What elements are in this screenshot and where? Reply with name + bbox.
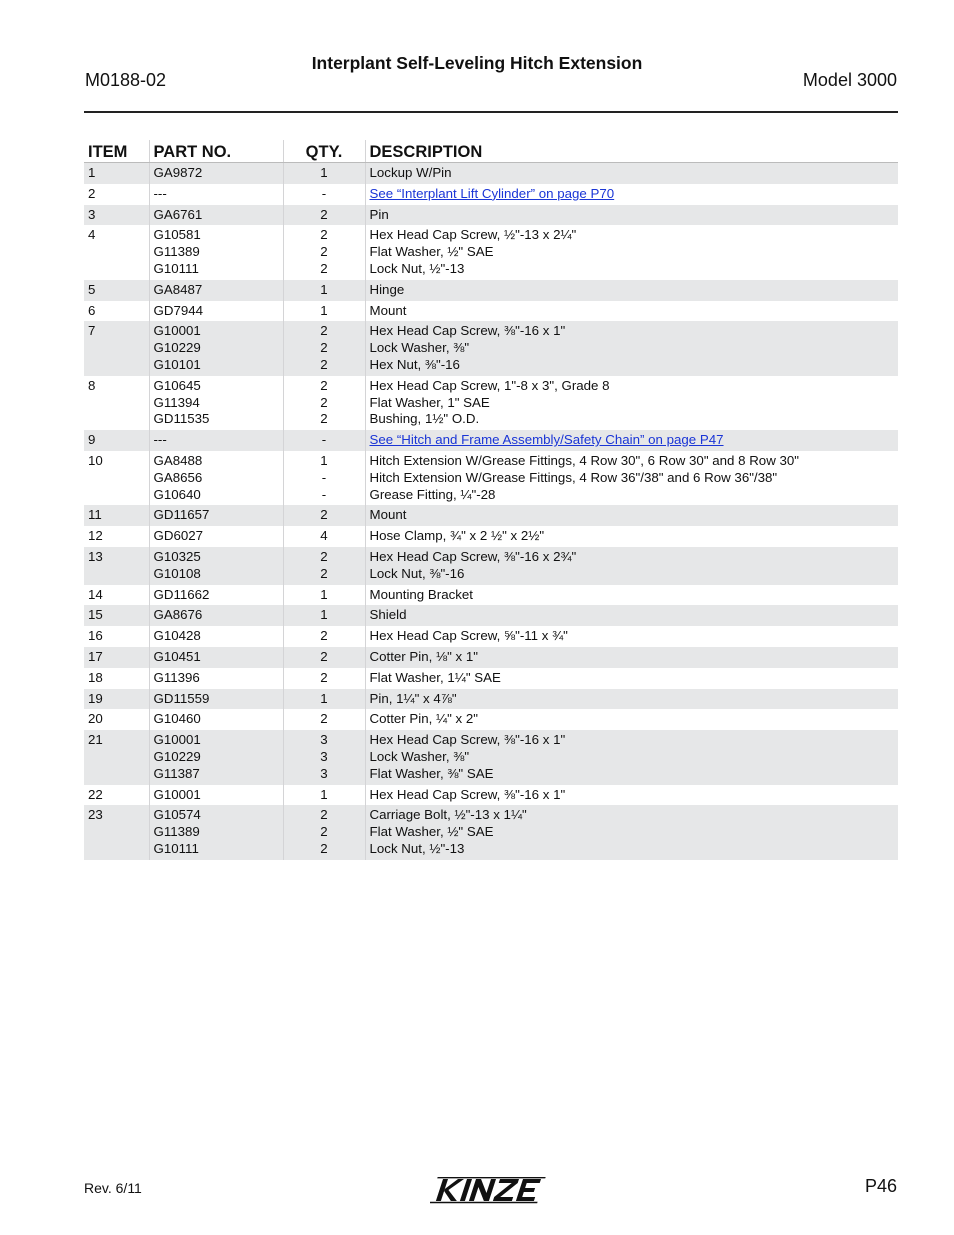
part-number: G11389: [153, 244, 200, 260]
description-cell: [365, 280, 898, 301]
table-row: [84, 184, 898, 205]
description-text: Lock Nut, ½"-13: [369, 840, 465, 856]
description-text: Hex Head Cap Screw, 1"-8 x 3", Grade 8: [369, 377, 610, 393]
table-row: [84, 163, 898, 184]
table-row: [84, 505, 898, 526]
column-header-description: DESCRIPTION: [365, 140, 898, 163]
table-row: [84, 430, 898, 451]
quantity: 2: [320, 356, 328, 372]
description-text: Hex Head Cap Screw, ⅜"-16 x 1": [369, 323, 566, 339]
item-number-cell: [84, 301, 149, 322]
description-text: Hex Head Cap Screw, ½"-13 x 2¼": [369, 227, 577, 243]
quantity: 1: [320, 586, 328, 602]
item-number-cell: [84, 668, 149, 689]
item-number-cell: [84, 547, 149, 585]
item-number: 17: [88, 648, 103, 664]
description-text: Shield: [369, 607, 407, 623]
part-number: GA8656: [153, 469, 203, 485]
description-cell: [365, 647, 898, 668]
quantity-cell: [283, 505, 365, 526]
description-text: Flat Washer, 1¼" SAE: [369, 669, 501, 685]
quantity: 2: [320, 648, 328, 664]
item-number: 10: [88, 452, 103, 468]
part-number-cell: [149, 730, 283, 784]
description-text: Hex Nut, ⅜"-16: [369, 356, 460, 372]
quantity-cell: [283, 451, 365, 505]
table-row: [84, 709, 898, 730]
part-number: GD7944: [153, 302, 204, 318]
description-cell: [365, 689, 898, 710]
quantity-cell: [283, 647, 365, 668]
part-number: G10101: [153, 356, 201, 372]
quantity: 4: [320, 528, 328, 544]
item-number-cell: [84, 280, 149, 301]
table-row: [84, 451, 898, 505]
quantity-cell: [283, 163, 365, 184]
quantity: 2: [320, 565, 328, 581]
page-number: P46: [864, 1176, 897, 1196]
description-text: Hex Head Cap Screw, ⅜"-16 x 1": [369, 786, 566, 802]
part-number-cell: [149, 585, 283, 606]
description-text: Bushing, 1½" O.D.: [369, 411, 480, 427]
description-text: Hinge: [369, 281, 405, 297]
item-number: 21: [88, 732, 103, 748]
kinze-logo: [430, 1176, 550, 1204]
part-number-cell: [149, 163, 283, 184]
part-number: G11389: [153, 824, 200, 840]
description-cell: [365, 785, 898, 806]
quantity-cell: [283, 689, 365, 710]
description-text: Hex Head Cap Screw, ⅝"-11 x ¾": [369, 628, 568, 644]
part-number: GA8487: [153, 281, 203, 297]
description-text: Lock Washer, ⅜": [369, 340, 470, 356]
quantity-cell: [283, 301, 365, 322]
quantity: 2: [320, 628, 328, 644]
description-cell: [365, 626, 898, 647]
quantity: 2: [320, 340, 328, 356]
description-cell: [365, 376, 898, 430]
page-title: Interplant Self-Leveling Hitch Extension: [311, 53, 643, 73]
item-number-cell: [84, 451, 149, 505]
part-number: G10645: [153, 377, 201, 393]
description-text: Flat Washer, ⅜" SAE: [369, 765, 494, 781]
quantity: 1: [320, 165, 328, 180]
table-row: [84, 321, 898, 375]
description-text: Flat Washer, ½" SAE: [369, 244, 494, 260]
part-number-cell: [149, 709, 283, 730]
description-text: Pin: [369, 206, 389, 222]
description-text: Flat Washer, ½" SAE: [369, 824, 494, 840]
quantity-cell: [283, 430, 365, 451]
item-number-cell: [84, 163, 149, 184]
item-number-cell: [84, 505, 149, 526]
quantity: -: [321, 469, 327, 485]
description-cell: [365, 668, 898, 689]
part-number: GD11657: [153, 507, 210, 523]
item-number: 19: [88, 690, 103, 706]
item-number-cell: [84, 689, 149, 710]
part-number: G10001: [153, 732, 201, 748]
quantity: 2: [320, 807, 328, 823]
table-row: [84, 689, 898, 710]
quantity: 2: [320, 394, 328, 410]
quantity: 1: [320, 786, 328, 802]
description-cell: [365, 505, 898, 526]
description-cell: [365, 205, 898, 226]
quantity-cell: [283, 526, 365, 547]
revision-label: Rev. 6/11: [84, 1180, 142, 1196]
item-number: 6: [88, 302, 96, 318]
part-number-cell: [149, 301, 283, 322]
item-number: 16: [88, 628, 103, 644]
description-cell: [365, 526, 898, 547]
part-number: ---: [153, 185, 167, 201]
part-number: G11394: [153, 394, 200, 410]
quantity: -: [321, 185, 327, 201]
part-number-cell: [149, 785, 283, 806]
description-cell: [365, 585, 898, 606]
part-number: GD6027: [153, 528, 204, 544]
cross-reference-link[interactable]: See “Hitch and Frame Assembly/Safety Chain” on page P47: [369, 432, 724, 448]
part-number: ---: [153, 432, 167, 448]
description-cell: [365, 805, 898, 859]
quantity-cell: [283, 605, 365, 626]
table-row: [84, 585, 898, 606]
table-row: [84, 647, 898, 668]
part-number-cell: [149, 184, 283, 205]
quantity: 2: [320, 548, 328, 564]
quantity: 2: [320, 411, 328, 427]
cross-reference-link[interactable]: See “Interplant Lift Cylinder” on page P70: [369, 185, 615, 201]
description-cell: [365, 730, 898, 784]
part-number-cell: [149, 805, 283, 859]
item-number: 9: [88, 432, 96, 448]
part-number: G10640: [153, 486, 201, 502]
quantity: 2: [320, 669, 328, 685]
description-cell: [365, 184, 898, 205]
quantity-cell: [283, 205, 365, 226]
part-number: G10001: [153, 323, 201, 339]
description-text: Carriage Bolt, ½"-13 x 1¼": [369, 807, 527, 823]
table-row: [84, 225, 898, 279]
part-number-cell: [149, 689, 283, 710]
part-number-cell: [149, 451, 283, 505]
part-number-cell: [149, 280, 283, 301]
part-number-cell: [149, 605, 283, 626]
quantity-cell: [283, 709, 365, 730]
part-number-cell: [149, 647, 283, 668]
item-number: 5: [88, 281, 96, 297]
table-row: [84, 668, 898, 689]
description-cell: [365, 605, 898, 626]
item-number-cell: [84, 805, 149, 859]
description-text: Hitch Extension W/Grease Fittings, 4 Row 36"/38" and 6 Row 36"/38": [369, 469, 778, 485]
part-number: GA8488: [153, 452, 203, 468]
item-number: 8: [88, 377, 96, 393]
description-text: Mount: [369, 302, 407, 318]
quantity-cell: [283, 225, 365, 279]
quantity: 2: [320, 244, 328, 260]
quantity-cell: [283, 730, 365, 784]
quantity-cell: [283, 321, 365, 375]
part-number: GA8676: [153, 607, 203, 623]
part-number: G11396: [153, 669, 200, 685]
item-number: 18: [88, 669, 103, 685]
table-row: [84, 785, 898, 806]
item-number: 11: [88, 507, 102, 523]
quantity-cell: [283, 585, 365, 606]
description-text: Lock Nut, ⅜"-16: [369, 565, 465, 581]
part-number-cell: [149, 321, 283, 375]
quantity-cell: [283, 376, 365, 430]
table-row: [84, 605, 898, 626]
quantity: 2: [320, 711, 328, 727]
description-cell: [365, 301, 898, 322]
description-cell: [365, 451, 898, 505]
part-number: GA9872: [153, 165, 203, 180]
parts-table-body: [84, 163, 898, 860]
part-number: G10108: [153, 565, 201, 581]
model-label: Model 3000: [802, 70, 897, 90]
table-row: [84, 280, 898, 301]
item-number-cell: [84, 376, 149, 430]
quantity: -: [321, 432, 327, 448]
part-number: G10574: [153, 807, 201, 823]
quantity-cell: [283, 668, 365, 689]
table-header-row: [84, 140, 898, 163]
item-number: 1: [88, 165, 96, 180]
item-number-cell: [84, 605, 149, 626]
description-text: Lock Washer, ⅜": [369, 748, 470, 764]
table-row: [84, 301, 898, 322]
description-text: Pin, 1¼" x 4⅞": [369, 690, 457, 706]
part-number-cell: [149, 505, 283, 526]
description-cell: [365, 547, 898, 585]
item-number: 3: [88, 206, 96, 222]
item-number: 4: [88, 227, 96, 243]
description-text: Mount: [369, 507, 407, 523]
part-number: G10581: [153, 227, 201, 243]
quantity: -: [321, 486, 327, 502]
quantity: 2: [320, 840, 328, 856]
item-number-cell: [84, 626, 149, 647]
quantity: 1: [320, 452, 328, 468]
part-number: G11387: [153, 765, 200, 781]
description-text: Grease Fitting, ¼"-28: [369, 486, 496, 502]
quantity: 2: [320, 206, 328, 222]
quantity-cell: [283, 805, 365, 859]
description-text: Hitch Extension W/Grease Fittings, 4 Row 30", 6 Row 30" and 8 Row 30": [369, 452, 800, 468]
description-cell: [365, 430, 898, 451]
part-number: G10428: [153, 628, 201, 644]
item-number-cell: [84, 785, 149, 806]
item-number-cell: [84, 184, 149, 205]
header-rule: [84, 111, 898, 113]
table-row: [84, 376, 898, 430]
quantity-cell: [283, 785, 365, 806]
quantity: 3: [320, 765, 328, 781]
part-number-cell: [149, 205, 283, 226]
part-number: G10001: [153, 786, 201, 802]
part-number-cell: [149, 626, 283, 647]
item-number: 12: [88, 528, 103, 544]
item-number: 14: [88, 586, 103, 602]
description-text: Lockup W/Pin: [369, 165, 452, 180]
quantity: 2: [320, 227, 328, 243]
item-number: 20: [88, 711, 103, 727]
quantity-cell: [283, 280, 365, 301]
description-text: Hex Head Cap Screw, ⅜"-16 x 2¾": [369, 548, 577, 564]
quantity: 2: [320, 507, 328, 523]
description-text: Lock Nut, ½"-13: [369, 260, 465, 276]
description-text: Flat Washer, 1" SAE: [369, 394, 490, 410]
description-cell: [365, 321, 898, 375]
item-number-cell: [84, 205, 149, 226]
table-row: [84, 626, 898, 647]
column-header-item: ITEM: [84, 140, 149, 163]
part-number: GD11559: [153, 690, 210, 706]
part-number-cell: [149, 225, 283, 279]
quantity: 1: [320, 281, 328, 297]
quantity: 3: [320, 732, 328, 748]
part-number-cell: [149, 526, 283, 547]
description-cell: [365, 163, 898, 184]
item-number: 22: [88, 786, 103, 802]
table-row: [84, 730, 898, 784]
quantity: 3: [320, 748, 328, 764]
description-text: Cotter Pin, ⅛" x 1": [369, 648, 478, 664]
part-number: GD11662: [153, 586, 210, 602]
item-number: 2: [88, 185, 96, 201]
description-text: Cotter Pin, ¼" x 2": [369, 711, 478, 727]
part-number: G10111: [153, 260, 199, 276]
part-number: G10229: [153, 748, 201, 764]
item-number: 15: [88, 607, 103, 623]
quantity: 2: [320, 824, 328, 840]
item-number-cell: [84, 709, 149, 730]
column-header-part-no: PART NO.: [149, 140, 283, 163]
item-number: 23: [88, 807, 103, 823]
quantity: 2: [320, 260, 328, 276]
column-header-qty: QTY.: [283, 140, 365, 163]
quantity-cell: [283, 184, 365, 205]
item-number-cell: [84, 430, 149, 451]
description-text: Hose Clamp, ¾" x 2 ½" x 2½": [369, 528, 545, 544]
item-number-cell: [84, 526, 149, 547]
table-row: [84, 526, 898, 547]
quantity: 2: [320, 377, 328, 393]
part-number: G10111: [153, 840, 199, 856]
part-number: G10325: [153, 548, 201, 564]
quantity: 1: [320, 302, 328, 318]
item-number: 7: [88, 323, 96, 339]
part-number-cell: [149, 547, 283, 585]
quantity-cell: [283, 547, 365, 585]
table-row: [84, 205, 898, 226]
description-cell: [365, 225, 898, 279]
part-number: G10451: [153, 648, 201, 664]
table-row: [84, 805, 898, 859]
part-number-cell: [149, 376, 283, 430]
item-number-cell: [84, 730, 149, 784]
table-row: [84, 547, 898, 585]
quantity: 1: [320, 690, 328, 706]
part-number: GA6761: [153, 206, 203, 222]
part-number-cell: [149, 430, 283, 451]
part-number: GD11535: [153, 411, 210, 427]
description-text: Mounting Bracket: [369, 586, 473, 602]
quantity-cell: [283, 626, 365, 647]
quantity: 1: [320, 607, 328, 623]
parts-table: [84, 140, 898, 860]
part-number-cell: [149, 668, 283, 689]
part-number: G10460: [153, 711, 201, 727]
item-number-cell: [84, 321, 149, 375]
part-number: G10229: [153, 340, 201, 356]
description-text: Hex Head Cap Screw, ⅜"-16 x 1": [369, 732, 566, 748]
item-number-cell: [84, 585, 149, 606]
description-cell: [365, 709, 898, 730]
item-number-cell: [84, 647, 149, 668]
quantity: 2: [320, 323, 328, 339]
item-number: 13: [88, 548, 103, 564]
item-number-cell: [84, 225, 149, 279]
document-number: M0188-02: [85, 70, 167, 90]
